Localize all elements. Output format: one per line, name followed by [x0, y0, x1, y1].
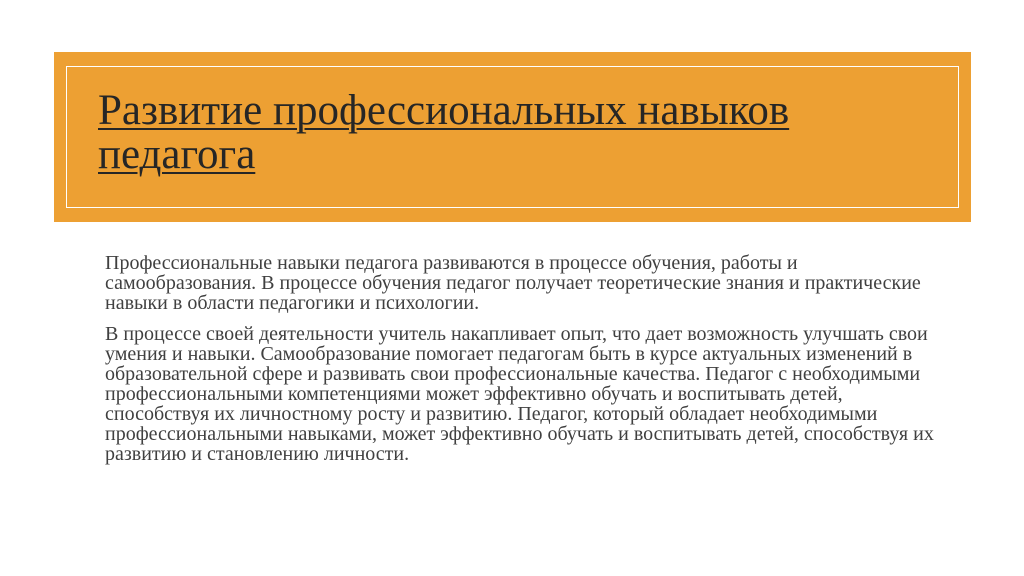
body-paragraph-2: В процессе своей деятельности учитель накапливает опыт, что дает возможность улучшать свои умения и навыки. Самообразование помогает педагогам быть в курсе актуальных изменений в образовательной сфере и развивать свои профессиональные качества. Педагог с необходимыми профессиональными компетенциями может эффективно обучать и воспитывать детей, способствуя их личностному росту и развитию. Педагог, который обладает необходимыми профессиональными навыками, может эффективно обучать и воспитывать детей, способствуя их развитию и становлению личности. [105, 323, 934, 465]
slide-title: Развитие профессиональных навыков педагога [98, 87, 790, 178]
slide-body [105, 253, 935, 475]
body-paragraph-1: Профессиональные навыки педагога развиваются в процессе обучения, работы и самообразования. В процессе обучения педагог получает теоретические знания и практические навыки в области педагогики и психологии. [105, 252, 921, 314]
title-band [54, 52, 971, 222]
